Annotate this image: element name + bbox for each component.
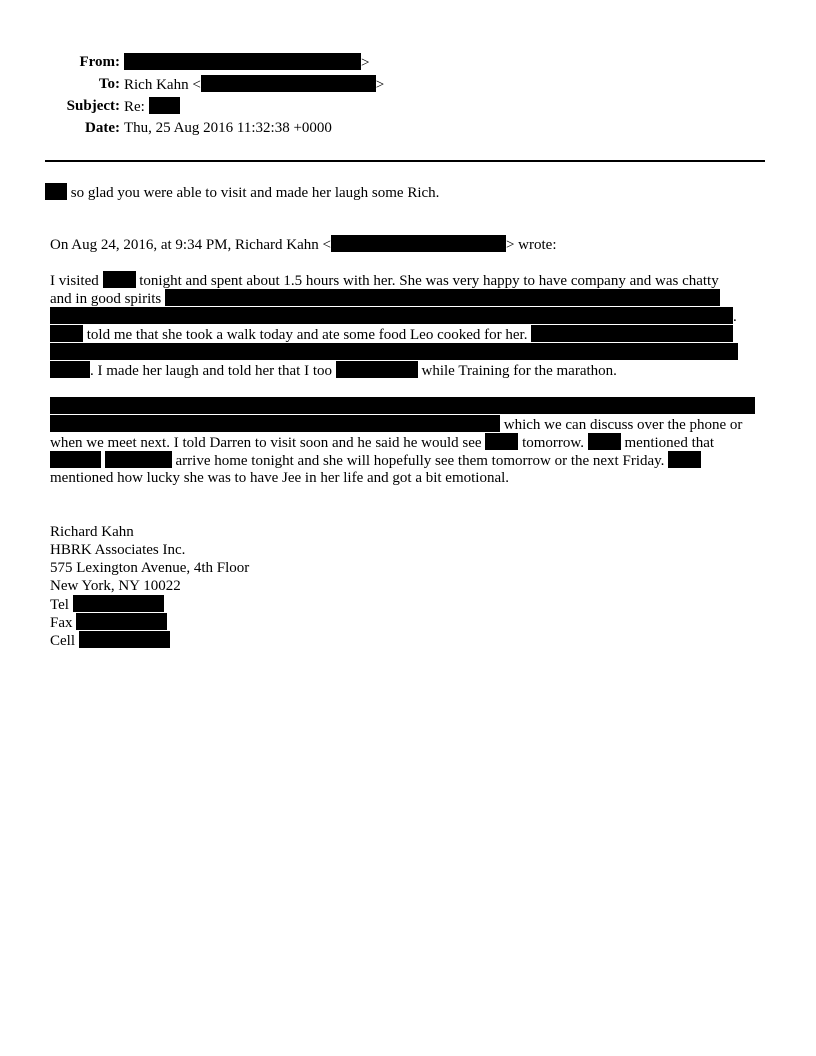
date-value: Thu, 25 Aug 2016 11:32:38 +0000 [124,120,332,136]
paragraph-line: . I made her laugh and told her that I too while Training for the marathon. [50,361,617,380]
redaction-box [50,451,101,468]
to-label: To: [98,76,120,92]
paragraph-line: I visited tonight and spent about 1.5 hours with her. She was very happy to have company and was chatty [50,273,719,289]
signature-fax: Fax [50,613,167,632]
from-value: > [124,53,369,72]
paragraph-line: mentioned how lucky she was to have Jee in her life and got a bit emotional. [50,470,510,486]
date-label: Date: [85,120,120,136]
signature-company: HBRK Associates Inc. [50,542,186,558]
redaction-box [531,325,733,342]
subject-value: Re: [124,97,180,116]
redaction-box [45,183,67,200]
redaction-box [105,451,172,468]
redaction-box [336,361,418,378]
paragraph-line: told me that she took a walk today and ate some food Leo cooked for her. [50,325,733,344]
redaction-box [50,343,738,360]
from-label: From: [79,54,120,70]
redaction-box [331,235,506,252]
header-divider [45,160,765,162]
redaction-box [50,307,733,324]
paragraph-line: which we can discuss over the phone or [50,415,742,434]
redaction-box [165,289,720,306]
signature-name: Richard Kahn [50,524,134,540]
paragraph-line: when we meet next. I told Darren to visit soon and he said he would see tomorrow. mentioned that [50,435,715,451]
reply-line: so glad you were able to visit and made her laugh some Rich. [45,183,439,202]
subject-label: Subject: [66,98,120,114]
signature-cell: Cell [50,631,170,650]
signature-tel: Tel [50,595,164,614]
redaction-box [50,415,500,432]
signature-address: 575 Lexington Avenue, 4th Floor [50,560,250,576]
paragraph-line: arrive home tonight and she will hopefully see them tomorrow or the next Friday. [50,451,701,470]
redaction-box [50,361,90,378]
redaction-box [76,613,167,630]
redaction-box [201,75,376,92]
to-value: Rich Kahn < > [124,77,385,93]
redaction-box [149,97,180,114]
quote-intro: On Aug 24, 2016, at 9:34 PM, Richard Kahn < > wrote: [50,237,557,253]
paragraph-line: . [50,307,737,326]
redaction-box [79,631,170,648]
redaction-box [73,595,164,612]
redaction-box [668,451,701,468]
redaction-box [103,271,136,288]
signature-city: New York, NY 10022 [50,578,181,594]
redaction-box [50,325,83,342]
redaction-box [124,53,361,70]
redaction-box [50,397,755,414]
redaction-box [588,433,621,450]
paragraph-line: and in good spirits [50,289,720,308]
redaction-box [485,433,518,450]
